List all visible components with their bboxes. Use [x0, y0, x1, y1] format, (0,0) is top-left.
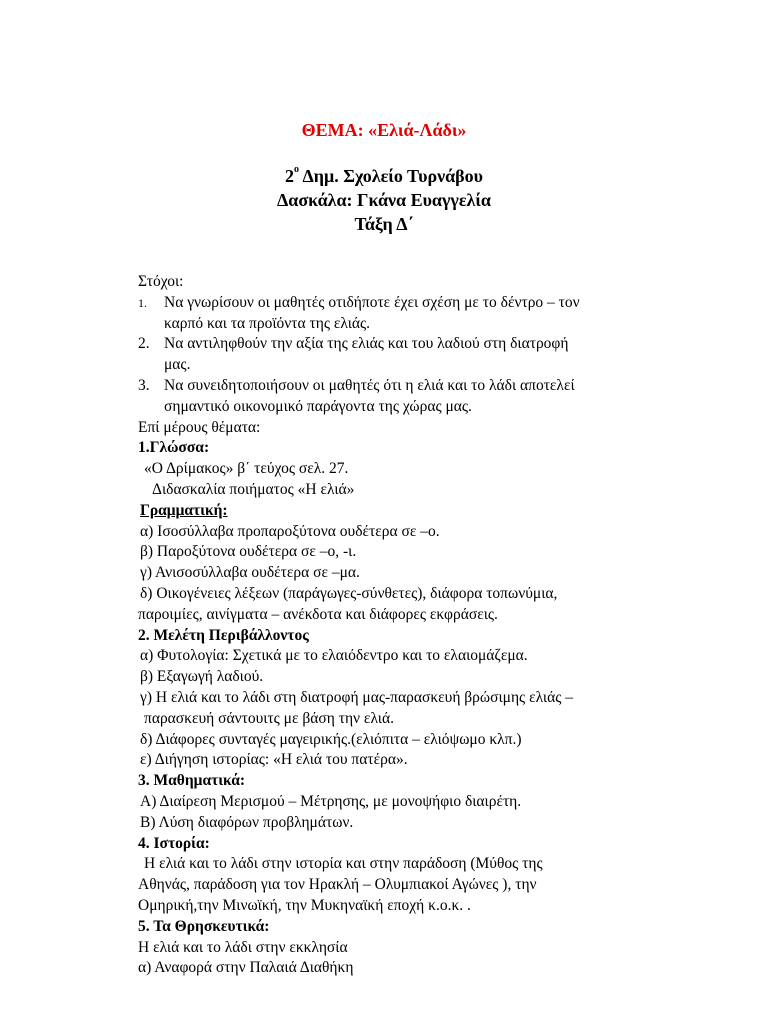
environment-line: β) Εξαγωγή λαδιού.	[140, 668, 264, 686]
environment-line: α) Φυτολογία: Σχετικά με το ελαιόδεντρο και το ελαιομάζεμα.	[140, 647, 528, 665]
environment-line: γ) Η ελιά και το λάδι στη διατροφή μας-παρασκευή βρώσιμης ελιάς –	[140, 688, 573, 706]
grammar-line: α) Ισοσύλλαβα προπαροξύτονα ουδέτερα σε –ο.	[140, 522, 440, 540]
goal-line: Να γνωρίσουν οι μαθητές οτιδήποτε έχει σχέση με το δέντρο – τον	[164, 293, 580, 311]
goal-line: καρπό και τα προϊόντα της ελιάς.	[164, 314, 370, 332]
environment-line: δ) Διάφορες συνταγές μαγειρικής.(ελιόπιτα – ελιόψωμο κλπ.)	[140, 730, 522, 748]
environment-line: ε) Διήγηση ιστορίας: «Η ελιά του πατέρα».	[140, 751, 408, 769]
goal-line: Να αντιληφθούν την αξία της ελιάς και του λαδιού στη διατροφή	[164, 335, 569, 353]
goal-number: 2.	[138, 335, 150, 353]
grammar-line: παροιμίες, αινίγματα – ανέκδοτα και διάφορες εκφράσεις.	[138, 605, 498, 623]
religion-heading: 5. Τα Θρησκευτικά:	[138, 917, 270, 935]
goals-heading: Στόχοι:	[138, 273, 184, 290]
language-line: Διδασκαλία ποιήματος «Η ελιά»	[152, 480, 355, 498]
document-title: ΘΕΜΑ: «Ελιά-Λάδι»	[301, 120, 467, 140]
grammar-line: γ) Ανισοσύλλαβα ουδέτερα σε –μα.	[140, 564, 360, 582]
grammar-line: β) Παροξύτονα ουδέτερα σε –ο, -ι.	[140, 543, 357, 561]
school-name-text: Δημ. Σχολείο Τυρνάβου	[298, 166, 483, 186]
math-heading: 3. Μαθηματικά:	[138, 772, 246, 790]
goal-line: σημαντικό οικονομικό παράγοντα της χώρας μας.	[164, 397, 472, 415]
goal-item	[138, 293, 658, 335]
grammar-heading: Γραμματική:	[140, 501, 228, 519]
grammar-line: δ) Οικογένειες λέξεων (παράγωγες-σύνθετες), διάφορα τοπωνύμια,	[140, 584, 558, 602]
language-heading: 1.Γλώσσα:	[138, 439, 210, 457]
school-number-suffix: ο	[293, 164, 299, 175]
math-line: Α) Διαίρεση Μερισμού – Μέτρησης, με μονοψήφιο διαιρέτη.	[140, 792, 522, 810]
history-line: Αθηνάς, παράδοση για τον Ηρακλή – Ολυμπιακοί Αγώνες ), την	[138, 876, 537, 894]
school-number: 2	[284, 166, 294, 186]
goal-item	[138, 376, 658, 418]
document-body	[138, 272, 658, 979]
goal-line: μας.	[164, 356, 191, 374]
religion-line: α) Αναφορά στην Παλαιά Διαθήκη	[138, 959, 354, 977]
religion-line: Η ελιά και το λάδι στην εκκλησία	[138, 938, 348, 956]
environment-line: παρασκευή σάντουιτς με βάση την ελιά.	[144, 709, 394, 727]
history-line: Η ελιά και το λάδι στην ιστορία και στην παράδοση (Μύθος της	[144, 855, 543, 873]
language-line: «Ο Δρίμακος» β΄ τεύχος σελ. 27.	[144, 460, 349, 478]
school-name	[0, 166, 768, 187]
teacher-name: Δασκάλα: Γκάνα Ευαγγελία	[277, 190, 491, 210]
goal-number: 3.	[138, 376, 150, 394]
goal-number: 1.	[138, 295, 147, 310]
goal-line: Να συνειδητοποιήσουν οι μαθητές ότι η ελιά και το λάδι αποτελεί	[164, 376, 575, 394]
environment-heading: 2. Μελέτη Περιβάλλοντος	[138, 626, 309, 644]
math-line: Β) Λύση διαφόρων προβλημάτων.	[140, 813, 354, 831]
history-line: Ομηρική,την Μινωϊκή, την Μυκηναϊκή εποχή κ.ο.κ. .	[138, 896, 471, 914]
history-heading: 4. Ιστορία:	[138, 834, 210, 852]
grade-label: Τάξη Δ΄	[354, 214, 414, 234]
subtopics-heading: Επί μέρους θέματα:	[138, 418, 261, 436]
goal-item	[138, 334, 658, 376]
